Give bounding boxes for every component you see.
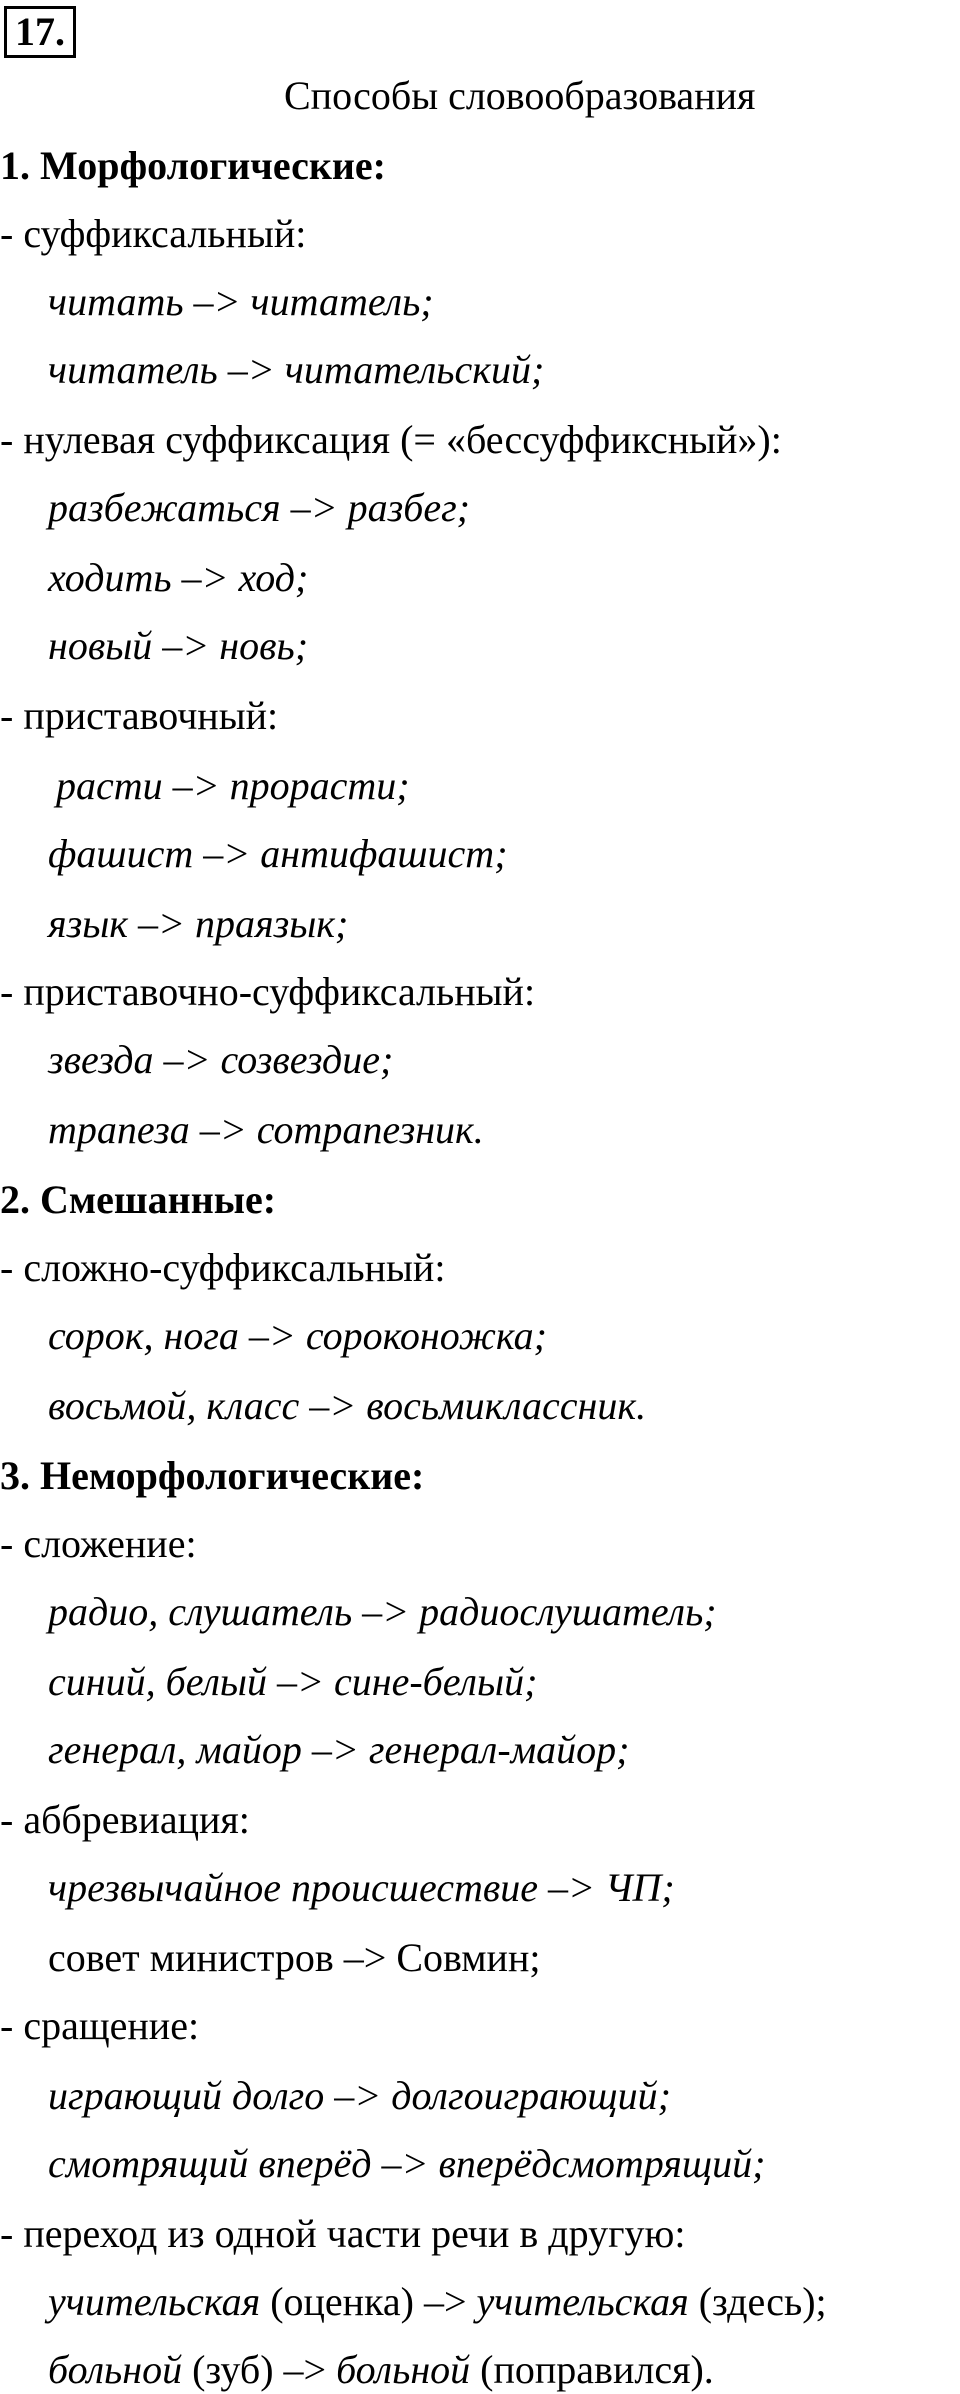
- example-abbreviation-2: совет министров –> Совмин;: [48, 1935, 541, 1980]
- example-suffixal-1: читать –> читатель;: [48, 279, 434, 324]
- example-compounding-3: генерал, майор –> генерал-майор;: [48, 1727, 630, 1772]
- exercise-number: 17.: [4, 6, 76, 58]
- example-null-3: новый –> новь;: [48, 623, 309, 668]
- subheading-prefixal: - приставочный:: [0, 693, 279, 738]
- example-fusion-1: играющий долго –> долгоиграющий;: [48, 2073, 671, 2118]
- example-prefix-suffixal-2: трапеза –> сотрапезник.: [48, 1107, 484, 1152]
- example-prefixal-3: язык –> праязык;: [48, 901, 349, 946]
- example-compound-suffixal-1: сорок, нога –> сороконожка;: [48, 1313, 547, 1358]
- example-compound-suffixal-2: восьмой, класс –> восьмиклассник.: [48, 1383, 647, 1428]
- example-compounding-1: радио, слушатель –> радиослушатель;: [48, 1589, 717, 1634]
- example-conversion-1: [48, 2278, 827, 2326]
- subheading-conversion: - переход из одной части речи в другую:: [0, 2211, 686, 2256]
- conversion-word: учительская: [476, 2279, 689, 2324]
- subheading-null-suffix: - нулевая суффиксация (= «бессуффиксный»):: [0, 417, 782, 462]
- example-null-2: ходить –> ход;: [48, 555, 309, 600]
- subheading-prefix-suffixal: - приставочно-суффиксальный:: [0, 969, 536, 1014]
- conversion-text: (зуб) –>: [182, 2347, 337, 2392]
- subheading-abbreviation: - аббревиация:: [0, 1797, 250, 1842]
- example-prefixal-2: фашист –> антифашист;: [48, 831, 508, 876]
- example-suffixal-2: читатель –> читательский;: [48, 347, 545, 392]
- section-heading-non-morphological: 3. Неморфологические:: [0, 1453, 425, 1498]
- example-conversion-2: [48, 2346, 714, 2394]
- example-null-1: разбежаться –> разбег;: [48, 485, 470, 530]
- subheading-compound-suffixal: - сложно-суффиксальный:: [0, 1245, 446, 1290]
- example-fusion-2: смотрящий вперёд –> вперёдсмотрящий;: [48, 2141, 766, 2186]
- conversion-text: (здесь);: [688, 2279, 827, 2324]
- section-heading-mixed: 2. Смешанные:: [0, 1177, 277, 1222]
- subheading-fusion: - сращение:: [0, 2003, 200, 2048]
- subheading-suffixal: - суффиксальный:: [0, 211, 307, 256]
- conversion-word: учительская: [48, 2279, 261, 2324]
- conversion-text: (поправился).: [470, 2347, 714, 2392]
- example-abbreviation-1: чрезвычайное происшествие –> ЧП;: [48, 1865, 675, 1910]
- section-heading-morphological: 1. Морфологические:: [0, 143, 386, 188]
- example-prefixal-1: расти –> прорасти;: [56, 763, 410, 808]
- conversion-word: больной: [48, 2347, 183, 2392]
- conversion-text: (оценка) –>: [260, 2279, 477, 2324]
- example-prefix-suffixal-1: звезда –> созвездие;: [48, 1037, 394, 1082]
- page-title: Способы словообразования: [284, 73, 756, 118]
- example-compounding-2: синий, белый –> сине-белый;: [48, 1659, 538, 1704]
- conversion-word: больной: [336, 2347, 471, 2392]
- subheading-compounding: - сложение:: [0, 1521, 197, 1566]
